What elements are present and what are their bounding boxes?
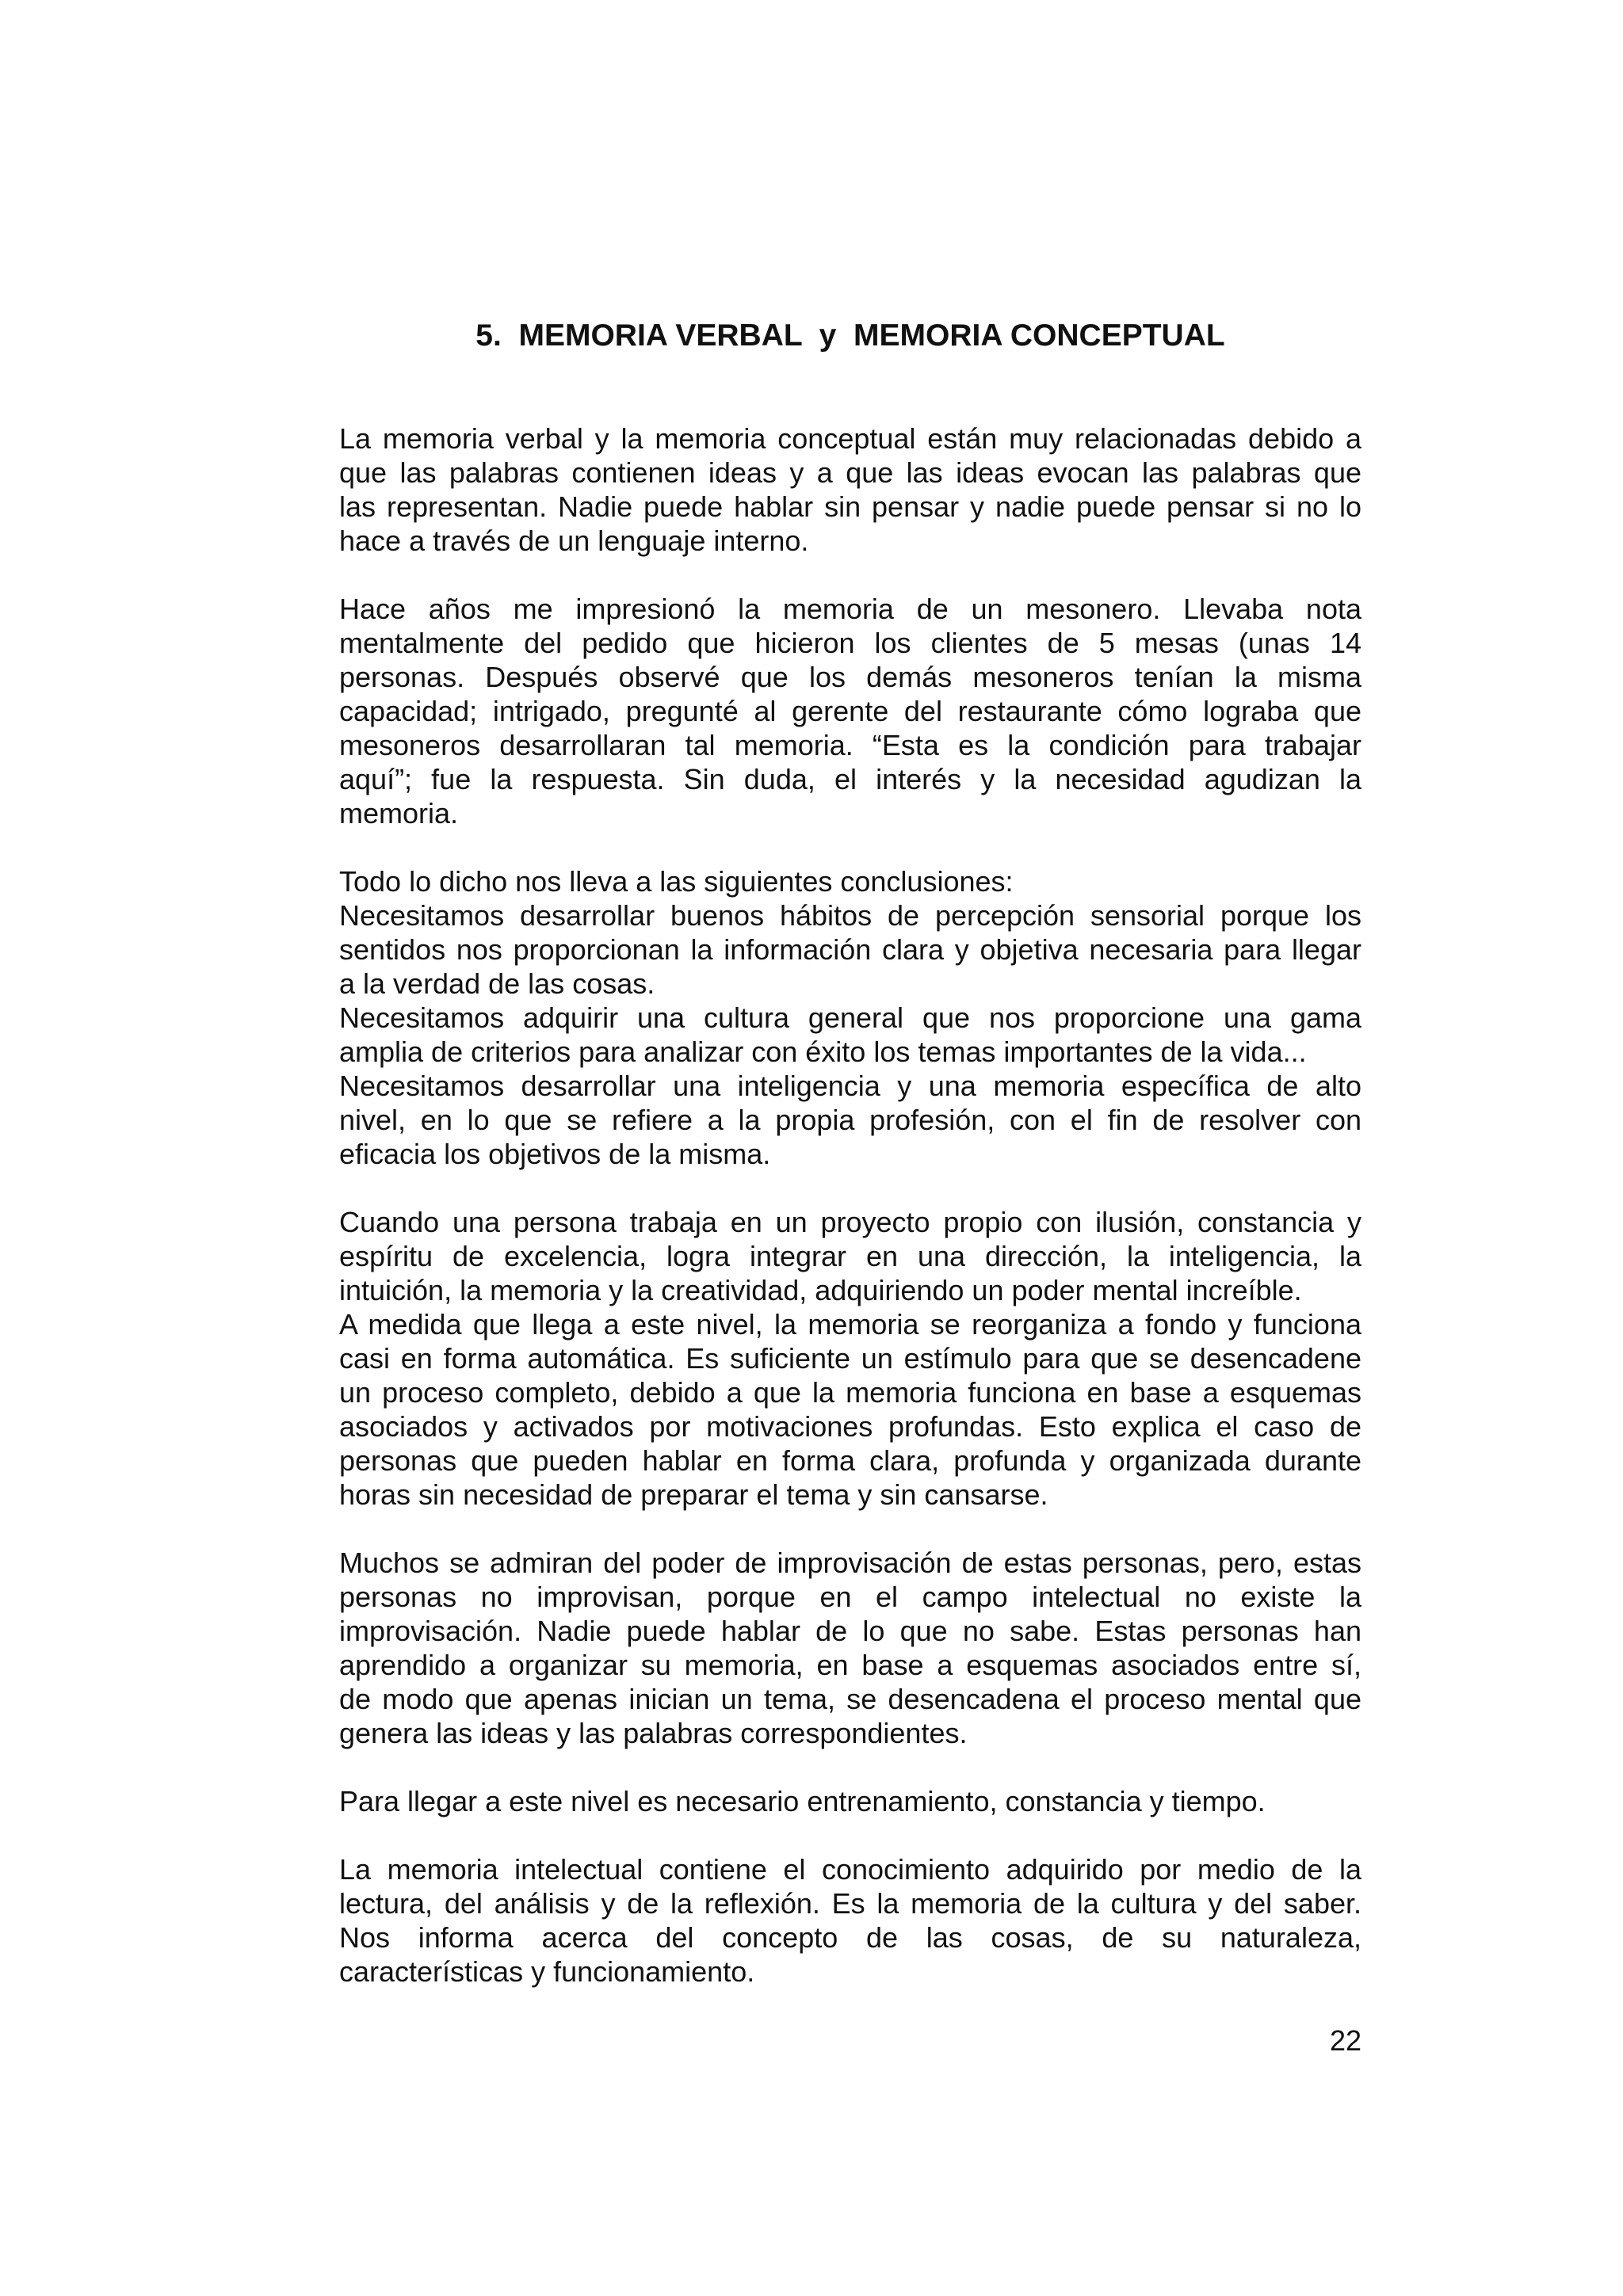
text-line: Todo lo dicho nos lleva a las siguientes conclusiones:: [339, 865, 1014, 898]
text-line: aprendido a organizar su memoria, en base a esquemas asociados entre sí,: [339, 1649, 1361, 1681]
text-line: casi en forma automática. Es suficiente un estímulo para que se desencadene: [339, 1342, 1361, 1375]
text-line: las representan. Nadie puede hablar sin pensar y nadie puede pensar si no lo: [339, 490, 1361, 523]
text-line: un proceso completo, debido a que la memoria funciona en base a esquemas: [339, 1376, 1361, 1409]
text-line: improvisación. Nadie puede hablar de lo que no sabe. Estas personas han: [339, 1615, 1361, 1647]
paragraph: [339, 864, 1361, 1171]
text-line: intuición, la memoria y la creatividad, adquiriendo un poder mental increíble.: [339, 1274, 1302, 1306]
text-line: mesoneros desarrollaran tal memoria. “Esta es la condición para trabajar: [339, 729, 1361, 761]
paragraph: [339, 1852, 1361, 1989]
text-line: personas que pueden hablar en forma clara, profunda y organizada durante: [339, 1444, 1361, 1477]
text-line: Necesitamos adquirir una cultura general que nos proporcione una gama: [339, 1001, 1361, 1034]
text-line: La memoria verbal y la memoria conceptual están muy relacionadas debido a: [339, 422, 1361, 455]
text-line: mentalmente del pedido que hicieron los clientes de 5 mesas (unas 14: [339, 627, 1361, 659]
page-number: 22: [1329, 2024, 1361, 2057]
text-line: Necesitamos desarrollar buenos hábitos de percepción sensorial porque los: [339, 899, 1361, 932]
text-line: La memoria intelectual contiene el conocimiento adquirido por medio de la: [339, 1853, 1361, 1886]
text-line: sentidos nos proporcionan la información clara y objetiva necesaria para llegar: [339, 933, 1361, 966]
page-title: 5. MEMORIA VERBAL y MEMORIA CONCEPTUAL: [475, 318, 1225, 353]
paragraph: [339, 592, 1361, 830]
text-line: espíritu de excelencia, logra integrar en una dirección, la inteligencia, la: [339, 1240, 1361, 1272]
text-line: personas. Después observé que los demás mesoneros tenían la misma: [339, 661, 1361, 693]
paragraph: [339, 421, 1361, 558]
text-line: Cuando una persona trabaja en un proyecto propio con ilusión, constancia y: [339, 1206, 1361, 1238]
text-line: nivel, en lo que se refiere a la propia profesión, con el fin de resolver con: [339, 1104, 1361, 1136]
text-line: Para llegar a este nivel es necesario entrenamiento, constancia y tiempo.: [339, 1785, 1266, 1817]
text-line: horas sin necesidad de preparar el tema y sin cansarse.: [339, 1478, 1048, 1511]
paragraph: [339, 1784, 1361, 1818]
text-line: memoria.: [339, 797, 459, 830]
text-line: lectura, del análisis y de la reflexión. Es la memoria de la cultura y del saber.: [339, 1887, 1361, 1920]
text-line: eficacia los objetivos de la misma.: [339, 1138, 771, 1170]
text-line: asociados y activados por motivaciones profundas. Esto explica el caso de: [339, 1410, 1361, 1443]
text-line: Nos informa acerca del concepto de las cosas, de su naturaleza,: [339, 1921, 1361, 1954]
text-line: capacidad; intrigado, pregunté al gerente del restaurante cómo lograba que: [339, 695, 1361, 727]
text-line: Necesitamos desarrollar una inteligencia y una memoria específica de alto: [339, 1070, 1361, 1102]
text-line: hace a través de un lenguaje interno.: [339, 524, 809, 557]
text-line: de modo que apenas inician un tema, se desencadena el proceso mental que: [339, 1683, 1361, 1715]
text-line: que las palabras contienen ideas y a que las ideas evocan las palabras que: [339, 456, 1361, 489]
text-line: A medida que llega a este nivel, la memoria se reorganiza a fondo y funciona: [339, 1308, 1361, 1341]
text-line: personas no improvisan, porque en el campo intelectual no existe la: [339, 1581, 1361, 1613]
text-line: características y funcionamiento.: [339, 1955, 755, 1988]
text-line: aquí”; fue la respuesta. Sin duda, el interés y la necesidad agudizan la: [339, 763, 1361, 795]
body-text: [339, 421, 1361, 2023]
text-line: amplia de criterios para analizar con éxito los temas importantes de la vida...: [339, 1035, 1307, 1068]
text-line: Muchos se admiran del poder de improvisación de estas personas, pero, estas: [339, 1547, 1361, 1579]
text-line: Hace años me impresionó la memoria de un mesonero. Llevaba nota: [339, 593, 1361, 625]
text-line: a la verdad de las cosas.: [339, 967, 655, 1000]
paragraph: [339, 1546, 1361, 1750]
paragraph: [339, 1205, 1361, 1512]
text-line: genera las ideas y las palabras correspondientes.: [339, 1717, 968, 1749]
